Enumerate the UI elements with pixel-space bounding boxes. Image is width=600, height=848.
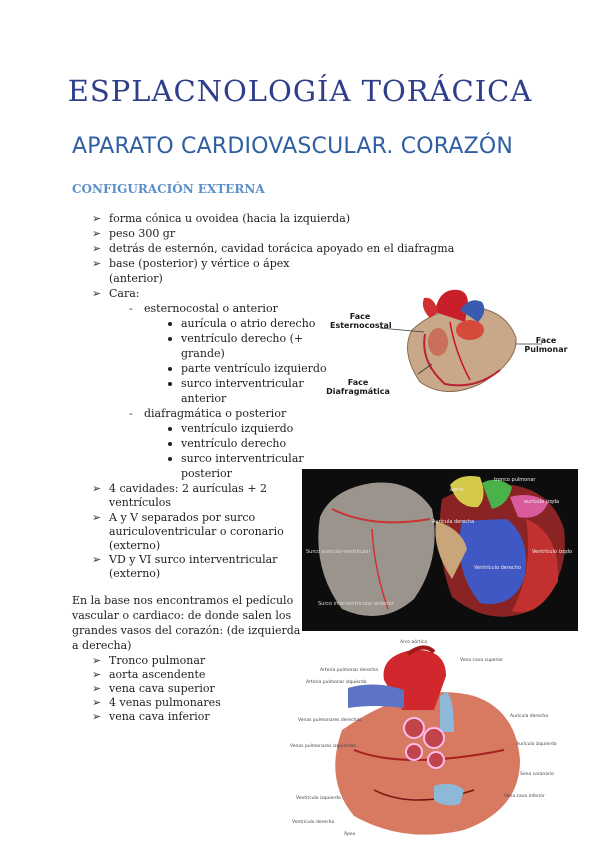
list-item: peso 300 gr — [109, 227, 176, 240]
figure-label: Surco interventricular anterior — [318, 601, 394, 607]
subsection-heading: CONFIGURACIÓN EXTERNA — [72, 182, 265, 196]
arrow-bullet-icon: ➢ — [92, 287, 102, 300]
page-title: ESPLACNOLOGÍA TORÁCICA — [67, 74, 533, 108]
figure-label: Arteria pulmonar derecha — [320, 668, 378, 673]
figure-label: Aurícula derecha — [510, 714, 549, 719]
arrow-bullet-icon: ➢ — [92, 682, 102, 695]
arrow-bullet-icon: ➢ — [92, 511, 102, 524]
arrow-bullet-icon: ➢ — [92, 482, 102, 495]
list-item: Cara: — [109, 287, 140, 300]
list-item: VD y VI surco interventricular — [109, 553, 278, 566]
arrow-bullet-icon: ➢ — [92, 212, 102, 225]
paragraph-line: grandes vasos del corazón: (de izquierda — [72, 624, 301, 637]
list-item: 4 venas pulmonares — [109, 696, 221, 709]
list-item-continuation: (externo) — [109, 567, 161, 580]
list-item: vena cava superior — [109, 682, 215, 695]
figure-label: Surco auriculo-ventricular — [306, 549, 371, 555]
list-item: ventrículo derecho — [181, 437, 287, 450]
heart-model-figure — [302, 469, 578, 631]
list-item: aurícula o atrio derecho — [181, 317, 316, 330]
paragraph-line: vascular o cardiaco: de donde salen los — [72, 609, 292, 622]
list-item-continuation: anterior — [181, 392, 227, 405]
figure-label: Ventrículo derecho — [292, 820, 335, 825]
list-item-continuation: ventrículos — [109, 496, 172, 509]
figure-label: Pulmonar — [524, 345, 568, 354]
section-heading: APARATO CARDIOVASCULAR. CORAZÓN — [72, 134, 514, 159]
arrow-bullet-icon: ➢ — [92, 668, 102, 681]
figure-label: Ventrículo derecho — [474, 565, 521, 571]
figure-label: aurícula izqda — [524, 499, 560, 505]
dot-bullet-icon — [168, 322, 172, 326]
dash-bullet: - — [129, 407, 133, 420]
arrow-bullet-icon: ➢ — [92, 696, 102, 709]
arrow-bullet-icon: ➢ — [92, 553, 102, 566]
list-item-continuation: grande) — [181, 347, 225, 360]
arrow-bullet-icon: ➢ — [92, 242, 102, 255]
list-item: ventrículo derecho (+ — [181, 332, 304, 345]
list-item-continuation: (anterior) — [109, 272, 163, 285]
dot-bullet-icon — [168, 457, 172, 461]
dot-bullet-icon — [168, 442, 172, 446]
figure-label: Seno coronario — [520, 772, 554, 777]
figure-label: Ventrículo izqdo — [532, 549, 573, 555]
face-anterior-label: esternocostal o anterior — [144, 302, 278, 315]
list-item: parte ventrículo izquierdo — [181, 362, 327, 375]
figure-label: Ápex — [344, 832, 356, 837]
paragraph-line: En la base nos encontramos el pedículo — [72, 594, 294, 607]
list-item-continuation: auriculoventricular o coronario — [109, 525, 284, 538]
list-item: detrás de esternón, cavidad torácica apoyado en el diafragma — [109, 242, 455, 255]
list-item: 4 cavidades: 2 aurículas + 2 — [109, 482, 268, 495]
list-item: forma cónica u ovoidea (hacia la izquierda) — [109, 212, 351, 225]
list-item-continuation: posterior — [181, 467, 232, 480]
dot-bullet-icon — [168, 337, 172, 341]
list-item-continuation: (externo) — [109, 539, 161, 552]
figure-label: Venas pulmonares izquierdas — [290, 744, 356, 749]
list-item: A y V separados por surco — [109, 511, 256, 524]
figure-label: Arteria pulmonar izquierda — [306, 680, 367, 685]
figure-label: Diafragmática — [326, 387, 390, 396]
figure-label: Venas pulmonares derechas — [298, 718, 362, 723]
arrow-bullet-icon: ➢ — [92, 227, 102, 240]
paragraph-line: a derecha) — [72, 639, 132, 652]
dot-bullet-icon — [168, 382, 172, 386]
dot-bullet-icon — [168, 367, 172, 371]
heart-posterior-figure — [284, 640, 560, 840]
figure-label: Vena cava superior — [460, 658, 504, 663]
dash-bullet: - — [129, 302, 133, 315]
figure-label: Vena cava inferior — [504, 794, 545, 799]
list-item: base (posterior) y vértice o ápex — [109, 257, 290, 270]
arrow-bullet-icon: ➢ — [92, 710, 102, 723]
figure-label: Ventrículo izquierdo — [296, 796, 341, 801]
figure-label: Face — [347, 378, 369, 387]
heart-faces-figure — [320, 282, 568, 400]
list-item: vena cava inferior — [109, 710, 210, 723]
figure-label: Face — [349, 312, 371, 321]
figure-label: aorta — [450, 487, 464, 493]
dot-bullet-icon — [168, 427, 172, 431]
figure-label: Esternocostal — [330, 321, 392, 330]
list-item: aorta ascendente — [109, 668, 206, 681]
list-item: ventrículo izquierdo — [181, 422, 294, 435]
figure-label: Aurícula derecha — [432, 519, 475, 525]
figure-label: Arco aórtico — [400, 640, 428, 645]
list-item: Tronco pulmonar — [109, 654, 206, 667]
arrow-bullet-icon: ➢ — [92, 654, 102, 667]
figure-label: Face — [535, 336, 557, 345]
figure-label: tronco pulmonar — [494, 477, 536, 483]
list-item: surco interventricular — [181, 452, 304, 465]
list-item: surco interventricular — [181, 377, 304, 390]
figure-label: Aurícula izquierda — [516, 742, 557, 747]
arrow-bullet-icon: ➢ — [92, 257, 102, 270]
face-posterior-label: diafragmática o posterior — [144, 407, 287, 420]
